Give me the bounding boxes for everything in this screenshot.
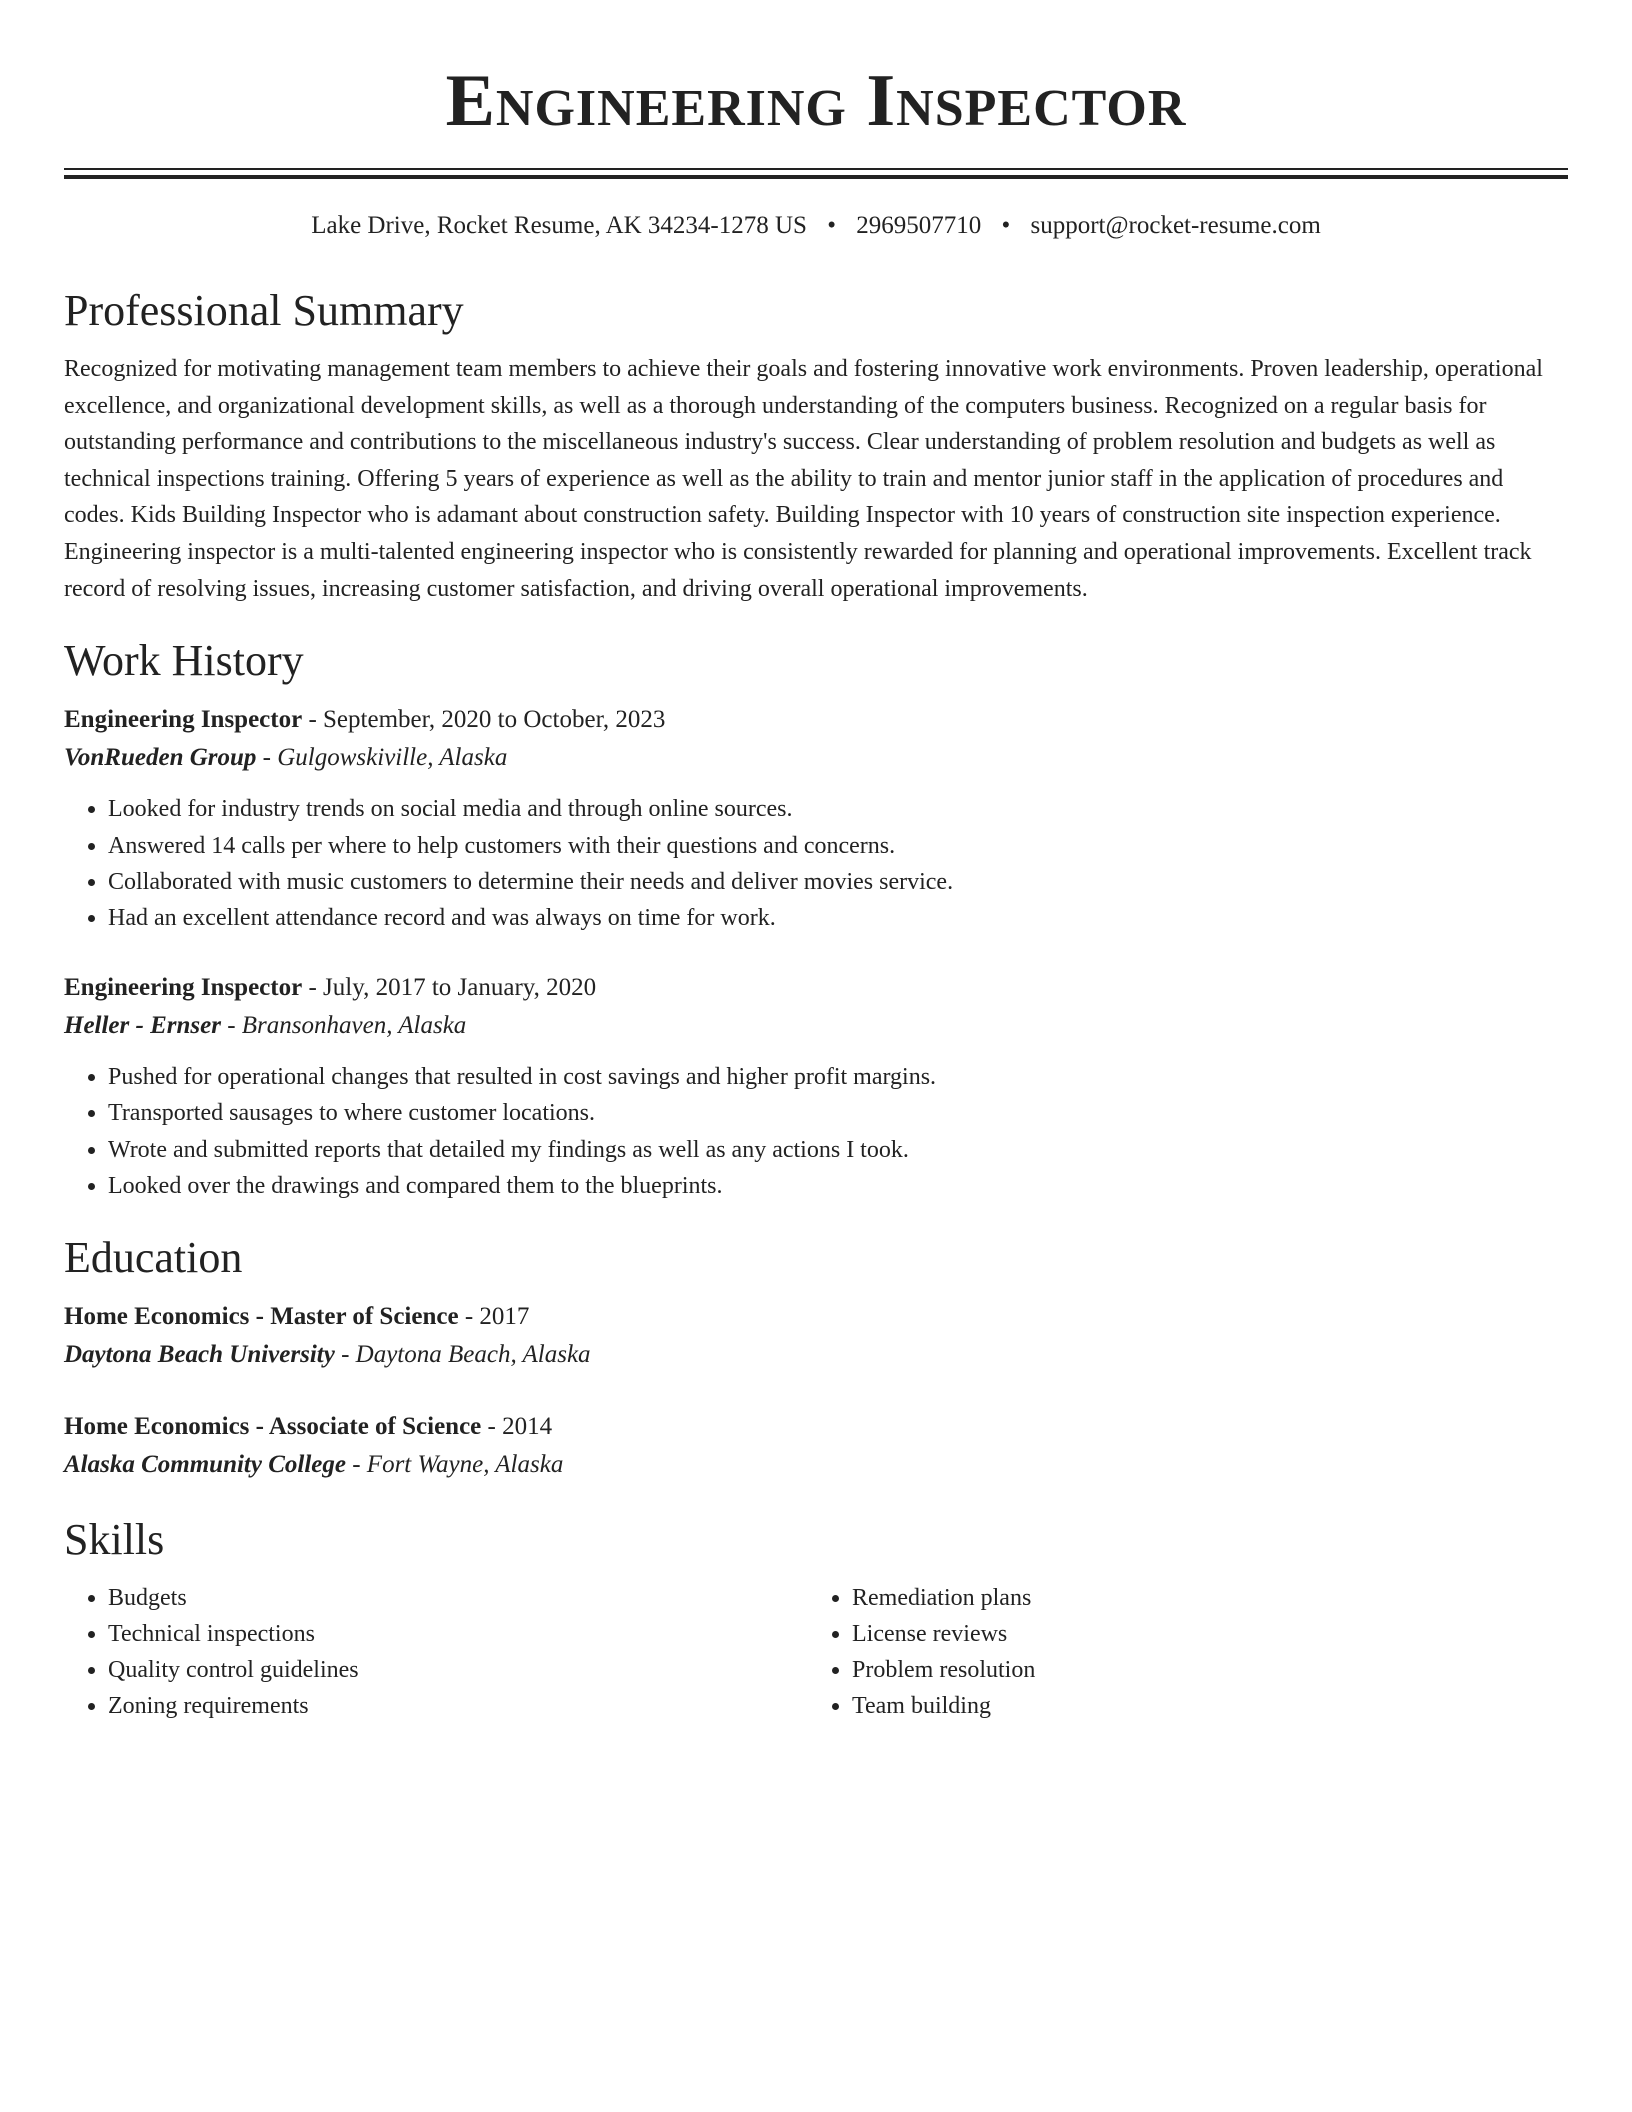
skill-item: • Zoning requirements [108, 1688, 808, 1724]
job-bullet: • Had an excellent attendance record and was always on time for work. [108, 900, 1568, 936]
skills-list-right [808, 1580, 1552, 1724]
education-degree: Home Economics - Master of Science [64, 1303, 459, 1331]
summary-text: Recognized for motivating management team members to achieve their goals and fostering innovative work environments. Proven leadership, operational excellence, and organizational development skills, as well as a thorough understanding of the computers business. Recognized on a regular basis for outstanding performance and contributions to the miscellaneous industry's success. Clear understanding of problem resolution and budgets as well as technical inspections training. Offering 5 years of experience as well as the ability to train and mentor junior staff in the application of procedures and codes. Kids Building Inspector who is adamant about construction safety. Building Inspector with 10 years of construction site inspection experience. Engineering inspector is a multi-talented engineering inspector who is consistently rewarded for planning and operational improvements. Excellent track record of resolving issues, increasing customer satisfaction, and driving overall operational improvements. [64, 356, 1543, 602]
skill-item: • Problem resolution [852, 1652, 1552, 1688]
education-school: Alaska Community College [64, 1451, 346, 1479]
resume-name: Engineering Inspector [445, 60, 1187, 142]
contact-address: Lake Drive, Rocket Resume, AK 34234-1278 US [311, 212, 807, 239]
job-location: - Bransonhaven, Alaska [220, 1011, 467, 1039]
skill-item: • Budgets [108, 1580, 808, 1616]
job-company: VonRueden Group [64, 744, 257, 772]
job-header [64, 701, 1568, 739]
education-degree: Home Economics - Associate of Science [64, 1413, 482, 1441]
education-header [64, 1408, 1568, 1446]
work-history-heading: Work History [64, 636, 304, 686]
job-employer [64, 739, 1568, 777]
job-bullet: • Collaborated with music customers to determine their needs and deliver movies service. [108, 864, 1568, 900]
job-bullets [64, 791, 1568, 937]
education-year: - 2017 [458, 1303, 530, 1331]
job-employer [64, 1007, 1568, 1045]
education-year: - 2014 [481, 1413, 553, 1441]
contact-separator: • [1001, 212, 1011, 239]
job-bullet: • Wrote and submitted reports that detailed my findings as well as any actions I took. [108, 1132, 1568, 1168]
education-heading: Education [64, 1233, 243, 1283]
skill-item: • Remediation plans [852, 1580, 1552, 1616]
job-bullet: • Transported sausages to where customer locations. [108, 1095, 1568, 1131]
education-school: Daytona Beach University [64, 1341, 335, 1369]
skill-item: • Quality control guidelines [108, 1652, 808, 1688]
job-entry [64, 969, 1568, 1205]
education-entry [64, 1408, 1568, 1484]
skill-item: • Team building [852, 1688, 1552, 1724]
job-bullet: • Looked over the drawings and compared them to the blueprints. [108, 1168, 1568, 1204]
skills-columns [64, 1580, 1568, 1724]
job-dates: - July, 2017 to January, 2020 [302, 973, 597, 1001]
job-dates: - September, 2020 to October, 2023 [302, 706, 666, 734]
contact-separator: • [827, 212, 836, 239]
job-company: Heller - Ernser [64, 1011, 221, 1039]
contact-email: support@rocket-resume.com [1030, 212, 1321, 239]
header-divider-thin [64, 168, 1568, 170]
skills-heading: Skills [64, 1515, 165, 1565]
contact-line [64, 209, 1568, 243]
job-bullet: • Looked for industry trends on social media and through online sources. [108, 791, 1568, 827]
contact-phone: 2969507710 [856, 212, 982, 239]
job-location: - Gulgowskiville, Alaska [256, 744, 508, 772]
education-header [64, 1298, 1568, 1336]
skills-list-left [64, 1580, 808, 1724]
job-header [64, 969, 1568, 1007]
job-bullet: • Pushed for operational changes that resulted in cost savings and higher profit margins. [108, 1059, 1568, 1095]
job-bullet: • Answered 14 calls per where to help customers with their questions and concerns. [108, 828, 1568, 864]
job-entry [64, 701, 1568, 937]
education-school-line [64, 1336, 1568, 1374]
job-role: Engineering Inspector [64, 706, 303, 734]
job-role: Engineering Inspector [64, 973, 303, 1001]
job-bullets [64, 1059, 1568, 1205]
skill-item: • License reviews [852, 1616, 1552, 1652]
header-divider-thick [64, 175, 1568, 179]
education-entry [64, 1298, 1568, 1374]
skill-item: • Technical inspections [108, 1616, 808, 1652]
education-location: - Fort Wayne, Alaska [345, 1451, 564, 1479]
education-location: - Daytona Beach, Alaska [334, 1341, 591, 1369]
summary-heading: Professional Summary [64, 286, 464, 335]
education-school-line [64, 1446, 1568, 1484]
